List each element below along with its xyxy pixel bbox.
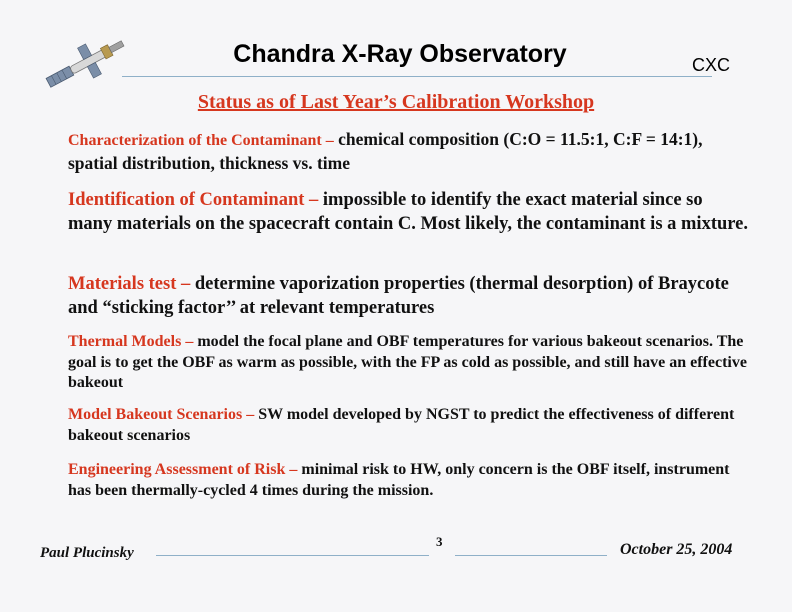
bullet-item	[68, 460, 748, 501]
bullet-item	[68, 332, 748, 394]
footer-author: Paul Plucinsky	[40, 545, 134, 561]
bullet-item	[68, 188, 748, 236]
footer-divider-left	[156, 555, 429, 556]
org-label: CXC	[692, 55, 731, 75]
bullet-body: determine vaporization properties (thermal desorption) of Braycote and “sticking factor’’ at relevant temperatures	[68, 274, 729, 318]
bullet-heading: Engineering Assessment of Risk –	[68, 461, 298, 478]
bullet-heading: Thermal Models –	[68, 333, 194, 350]
bullet-heading: Materials test –	[68, 274, 191, 294]
page-number: 3	[436, 534, 443, 549]
footer-date: October 25, 2004	[620, 541, 733, 558]
bullet-body: impossible to identify the exact material since so many materials on the spacecraft contain C. Most likely, the contaminant is a mixture.	[68, 190, 748, 234]
bullet-body: SW model developed by NGST to predict the effectiveness of different bakeout scenarios	[68, 406, 735, 444]
slide-subtitle: Status as of Last Year’s Calibration Workshop	[197, 91, 595, 113]
bullet-heading: Model Bakeout Scenarios –	[68, 406, 255, 423]
bullet-body: chemical composition (C:O = 11.5:1, C:F = 14:1), spatial distribution, thickness vs. time	[68, 129, 703, 173]
chandra-satellite-icon	[40, 38, 132, 90]
bullet-heading: Identification of Contaminant –	[68, 190, 319, 210]
bullet-item	[68, 128, 748, 174]
slide-title: Chandra X-Ray Observatory	[233, 40, 567, 68]
bullet-heading: Characterization of the Contaminant –	[68, 132, 334, 149]
title-divider	[122, 76, 712, 77]
bullet-item	[68, 272, 748, 320]
bullet-body: model the focal plane and OBF temperatures for various bakeout scenarios. The goal is to get the OBF as warm as possible, with the FP as cold as possible, and still have an effective bakeout	[68, 333, 747, 391]
bullet-body: minimal risk to HW, only concern is the OBF itself, instrument has been thermally-cycled 4 times during the mission.	[68, 461, 730, 499]
footer-divider-right	[455, 555, 607, 556]
bullet-item	[68, 405, 748, 446]
